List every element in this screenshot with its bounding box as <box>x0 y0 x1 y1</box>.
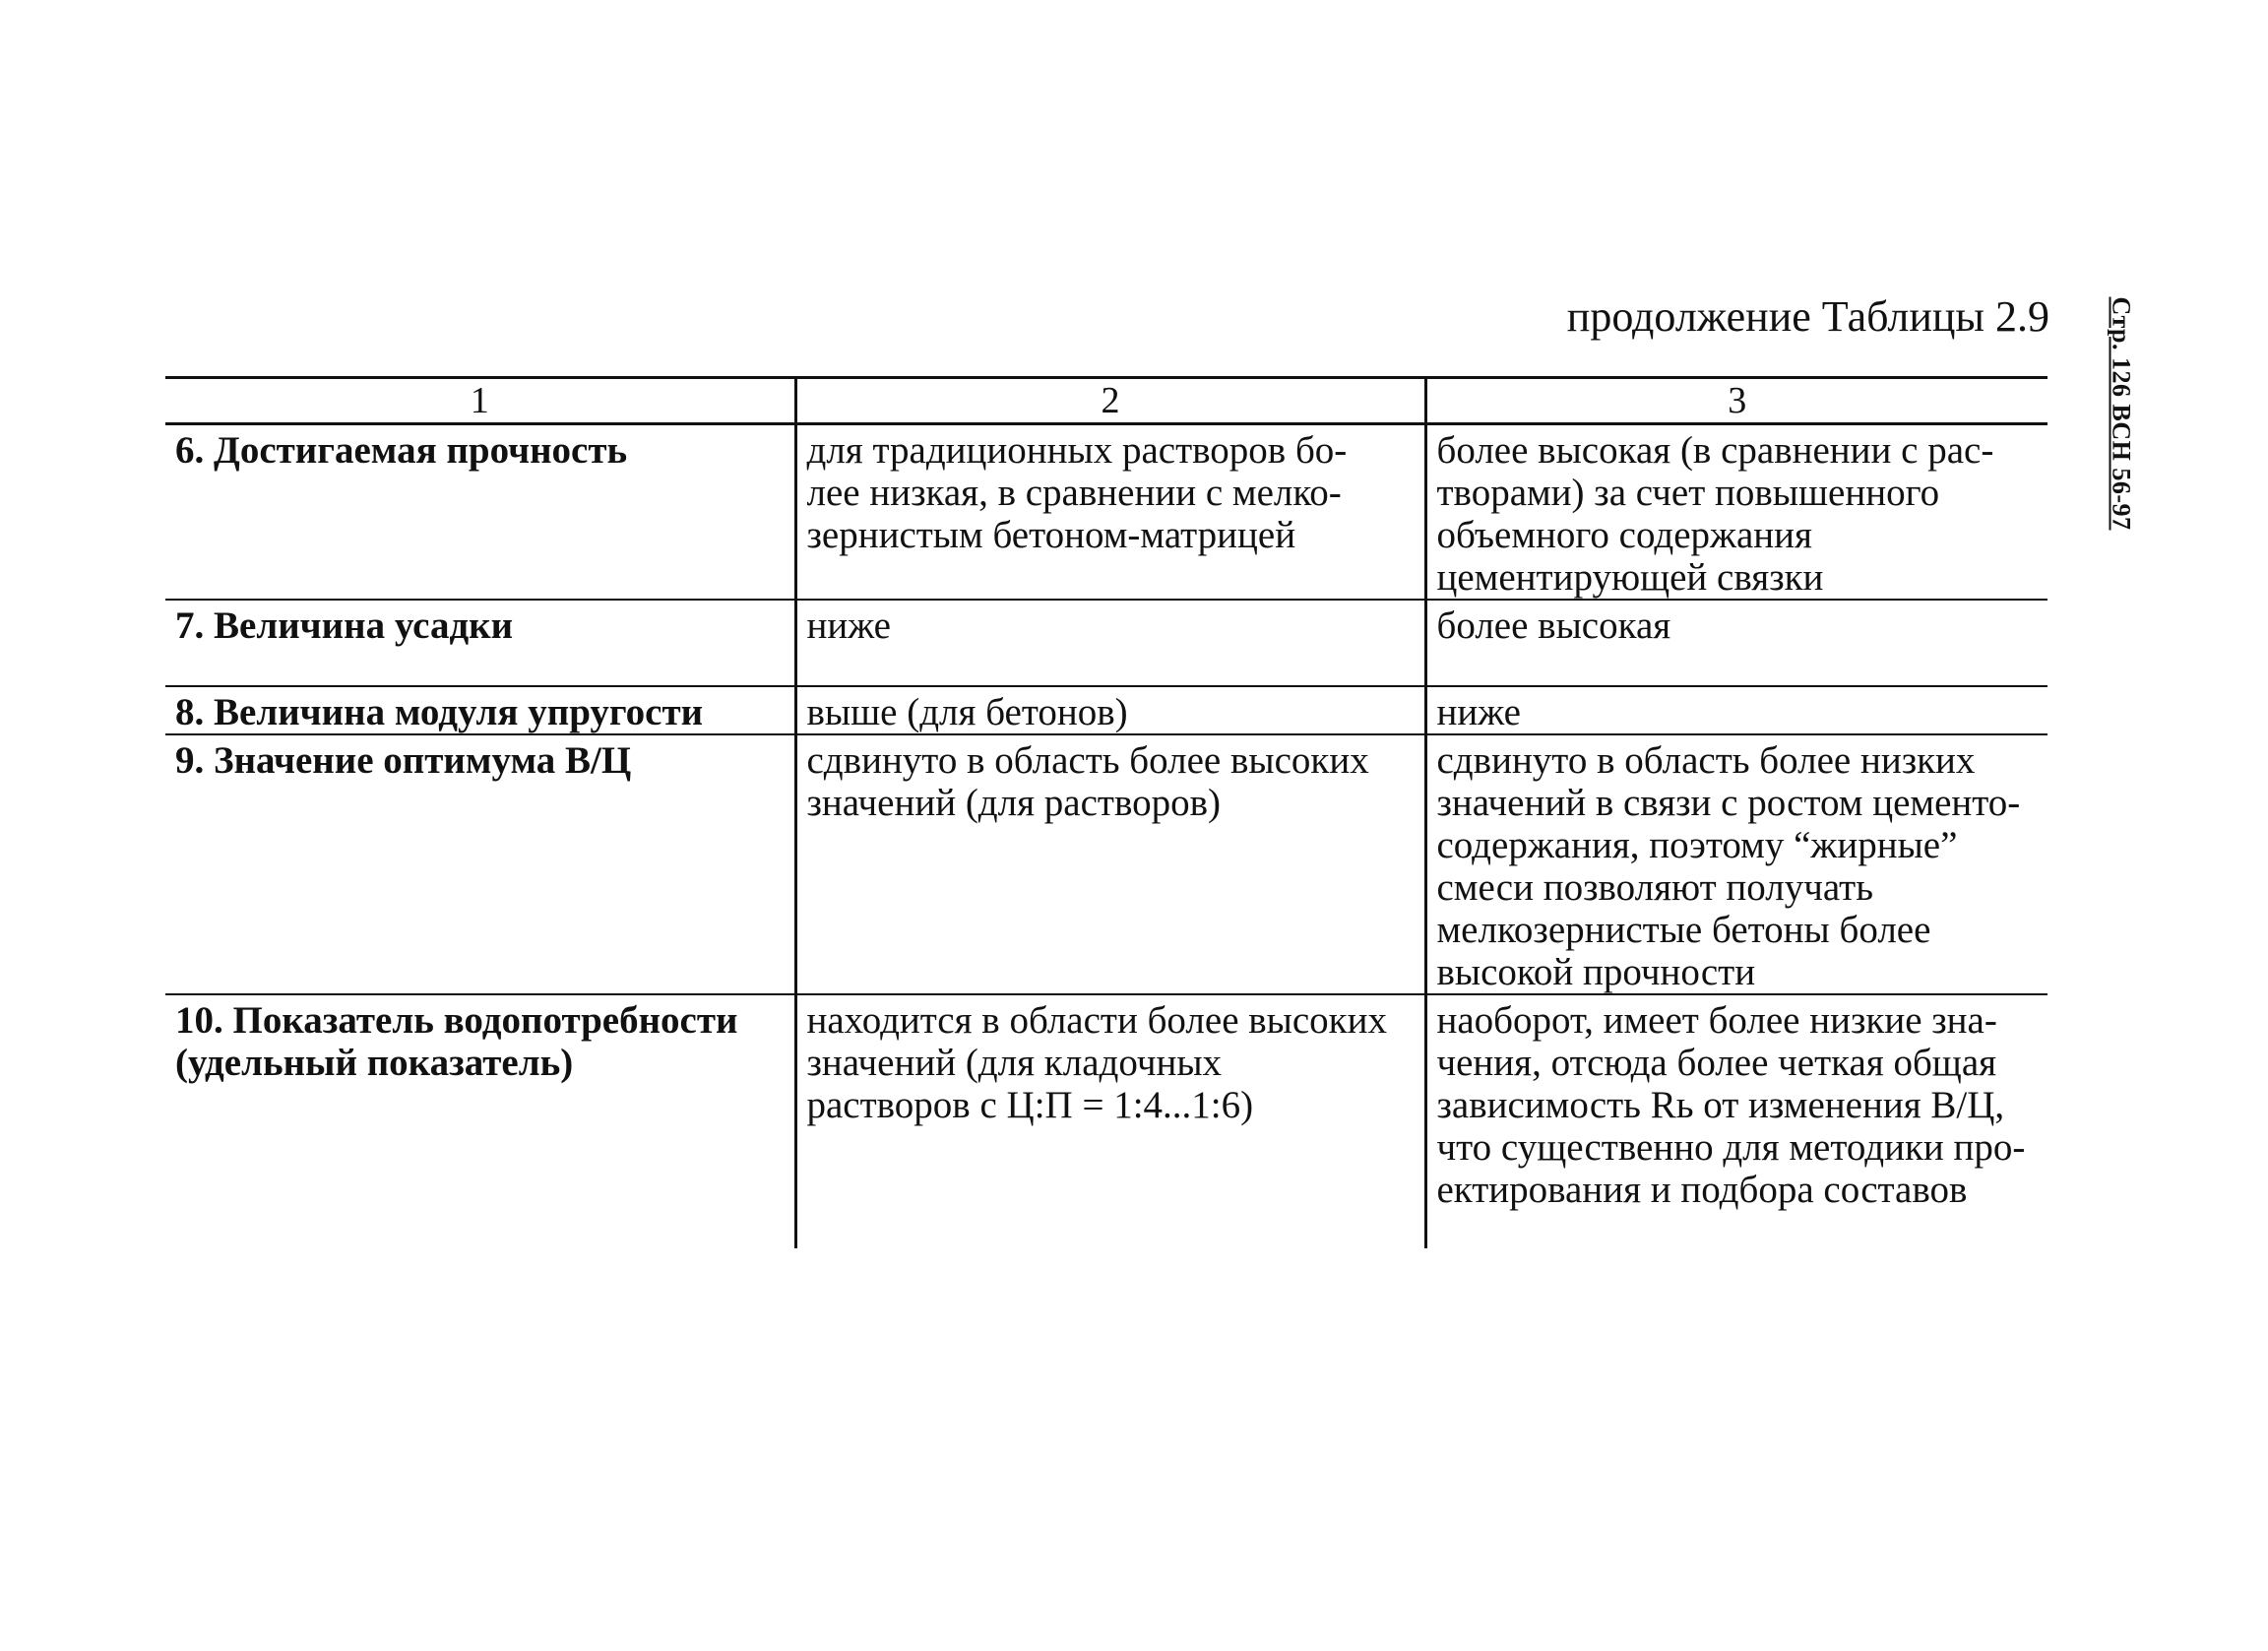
row-parameter: 6. Достигаемая прочность <box>165 424 795 601</box>
table-row <box>165 734 2048 994</box>
row-value-col2: выше (для бетонов) <box>795 686 1425 734</box>
row-value-col3: ниже <box>1425 686 2048 734</box>
table-row <box>165 686 2048 734</box>
row-value-col2: находится в области более высоких значений (для кладочных растворов с Ц:П = 1:4...1:6) <box>795 994 1425 1248</box>
table-caption: продолжение Таблицы 2.9 <box>1566 292 2049 341</box>
column-header-2: 2 <box>795 378 1425 424</box>
row-value-col3: сдвинуто в область более низких значений в связи с ростом цементо- содержания, поэтому “жирные” смеси позволяют получать мелкозернистые бетоны более высокой прочности <box>1425 734 2048 994</box>
column-header-3: 3 <box>1425 378 2048 424</box>
row-value-col3: более высокая <box>1425 600 2048 686</box>
row-value-col3: наоборот, имеет более низкие зна- чения, отсюда более четкая общая зависимость Rь от изменения В/Ц, что существенно для методики про- ектирования и подбора составов <box>1425 994 2048 1248</box>
table-header-row <box>165 378 2048 424</box>
table-row <box>165 994 2048 1248</box>
row-value-col2: сдвинуто в область более высоких значений (для растворов) <box>795 734 1425 994</box>
row-parameter: 8. Величина модуля упругости <box>165 686 795 734</box>
page-number-stamp <box>2091 286 2150 541</box>
row-value-col3: более высокая (в сравнении с рас- творами) за счет повышенного объемного содержания цементирующей связки <box>1425 424 2048 601</box>
row-parameter: 9. Значение оптимума В/Ц <box>165 734 795 994</box>
row-parameter: 10. Показатель водопотребности (удельный показатель) <box>175 999 738 1084</box>
properties-table <box>165 376 2048 1248</box>
table-row <box>165 424 2048 601</box>
row-value-col2: ниже <box>795 600 1425 686</box>
column-header-1: 1 <box>165 378 795 424</box>
row-value-col2: для традиционных растворов бо- лее низкая, в сравнении с мелко- зернистым бетоном-матрицей <box>795 424 1425 601</box>
table-row <box>165 600 2048 686</box>
row-parameter: 7. Величина усадки <box>165 600 795 686</box>
page-number-text: Стр. 126 ВСН 56-97 <box>2107 296 2136 531</box>
